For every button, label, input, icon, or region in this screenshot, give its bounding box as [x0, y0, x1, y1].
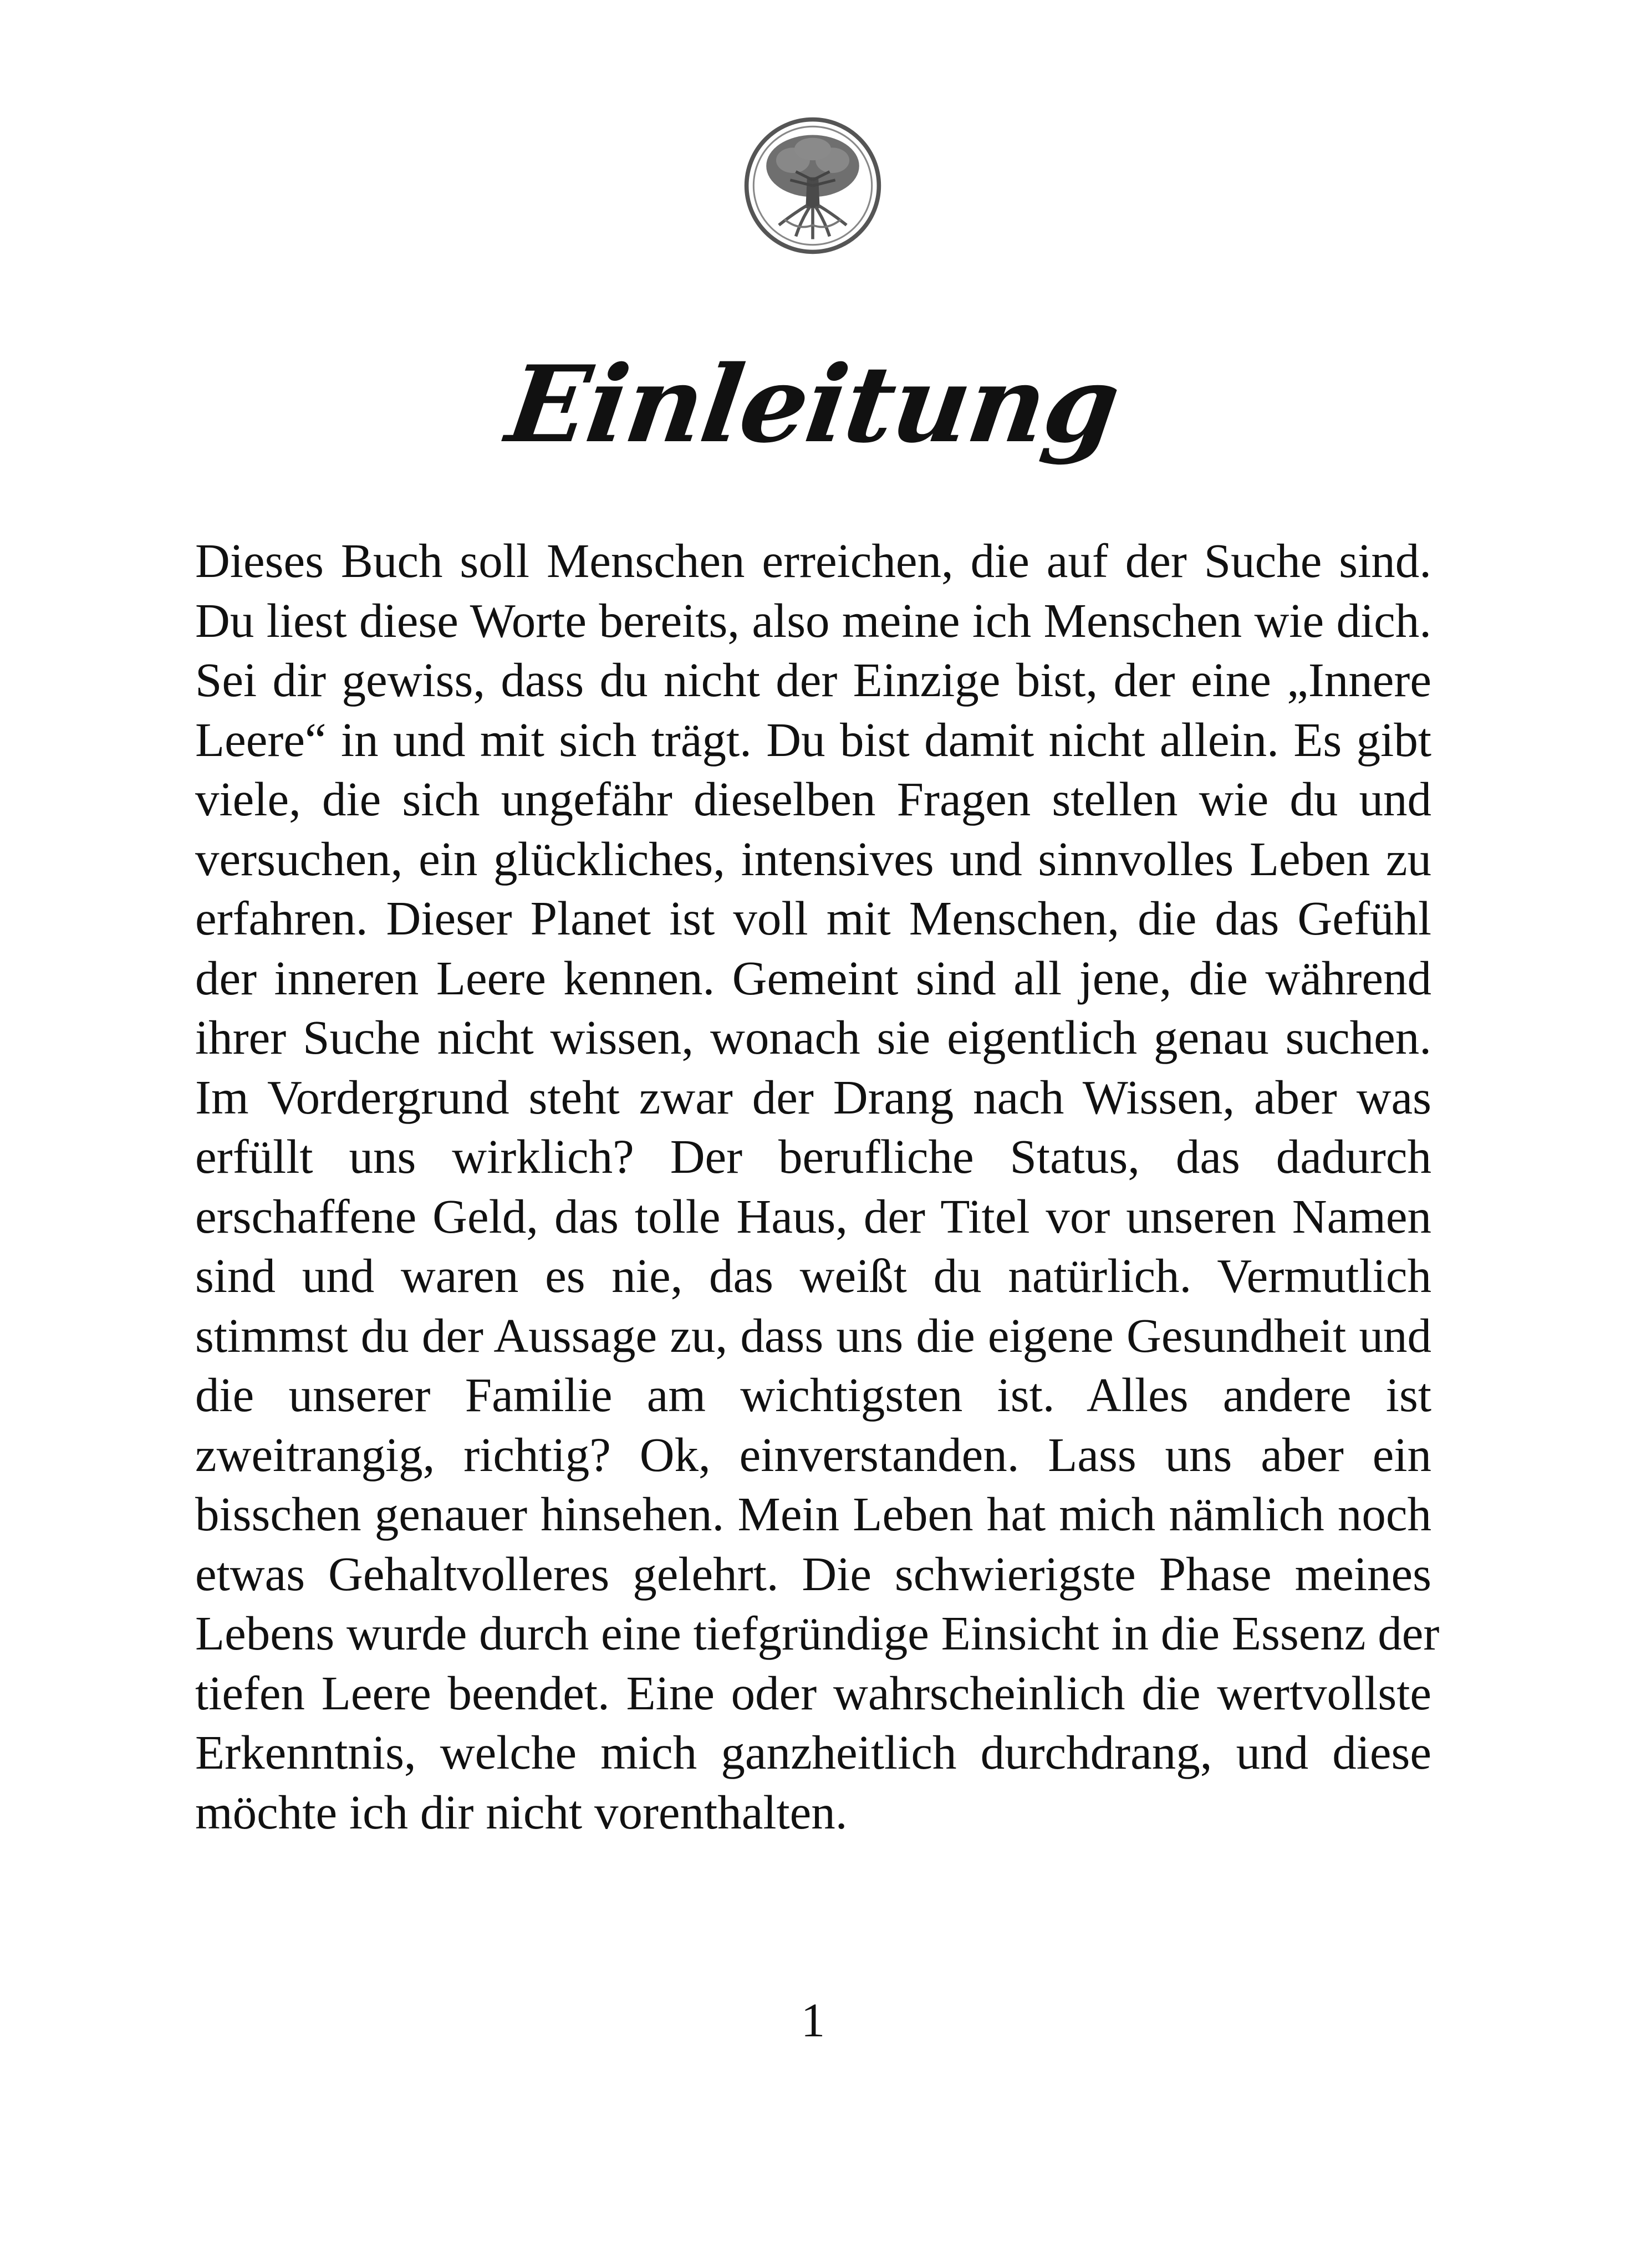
text-line: der inneren Leere kennen. Gemeint sind all jene, die während: [195, 951, 1431, 1005]
text-line: sind und waren es nie, das weißt du natürlich. Vermutlich: [195, 1249, 1431, 1302]
text-line: stimmst du der Aussage zu, dass uns die eigene Gesundheit und: [195, 1308, 1431, 1362]
text-line: Du liest diese Worte bereits, also meine ich Menschen wie dich.: [195, 593, 1431, 647]
text-line: erschaffene Geld, das tolle Haus, der Titel vor unseren Namen: [195, 1189, 1431, 1243]
text-line: versuchen, ein glückliches, intensives und sinnvolles Leben zu: [195, 831, 1431, 886]
text-line: viele, die sich ungefähr dieselben Fragen stellen wie du und: [195, 772, 1431, 826]
page-title: Einleitung: [500, 343, 1126, 466]
text-line: erfahren. Dieser Planet ist voll mit Menschen, die das Gefühl: [195, 891, 1431, 945]
text-line: Im Vordergrund steht zwar der Drang nach Wissen, aber was: [195, 1070, 1431, 1124]
text-line: etwas Gehaltvolleres gelehrt. Die schwierigste Phase meines: [195, 1546, 1431, 1601]
text-line-last: möchte ich dir nicht vorenthalten.: [195, 1785, 848, 1839]
text-line: ihrer Suche nicht wissen, wonach sie eigentlich genau suchen.: [195, 1010, 1431, 1064]
text-line: Dieses Buch soll Menschen erreichen, die auf der Suche sind.: [195, 534, 1431, 588]
text-line: erfüllt uns wirklich? Der berufliche Status, das dadurch: [195, 1130, 1431, 1183]
body-paragraph: [195, 531, 1440, 1842]
text-line: die unserer Familie am wichtigsten ist. Alles andere ist: [195, 1368, 1431, 1422]
tree-of-life-icon: [742, 115, 883, 256]
text-line: Leere“ in und mit sich trägt. Du bist damit nicht allein. Es gibt: [195, 712, 1431, 767]
text-line: bisschen genauer hinsehen. Mein Leben hat mich nämlich noch: [195, 1487, 1431, 1541]
text-line: Erkenntnis, welche mich ganzheitlich durchdrang, und diese: [195, 1725, 1431, 1779]
text-line: zweitrangig, richtig? Ok, einverstanden. Lass uns aber ein: [195, 1427, 1431, 1482]
text-line: tiefen Leere beendet. Eine oder wahrscheinlich die wertvollste: [195, 1666, 1431, 1720]
text-line: Lebens wurde durch eine tiefgründige Einsicht in die Essenz der: [195, 1606, 1440, 1660]
page-number: 1: [801, 1993, 825, 2047]
text-line: Sei dir gewiss, dass du nicht der Einzige bist, der eine „Innere: [195, 653, 1431, 707]
